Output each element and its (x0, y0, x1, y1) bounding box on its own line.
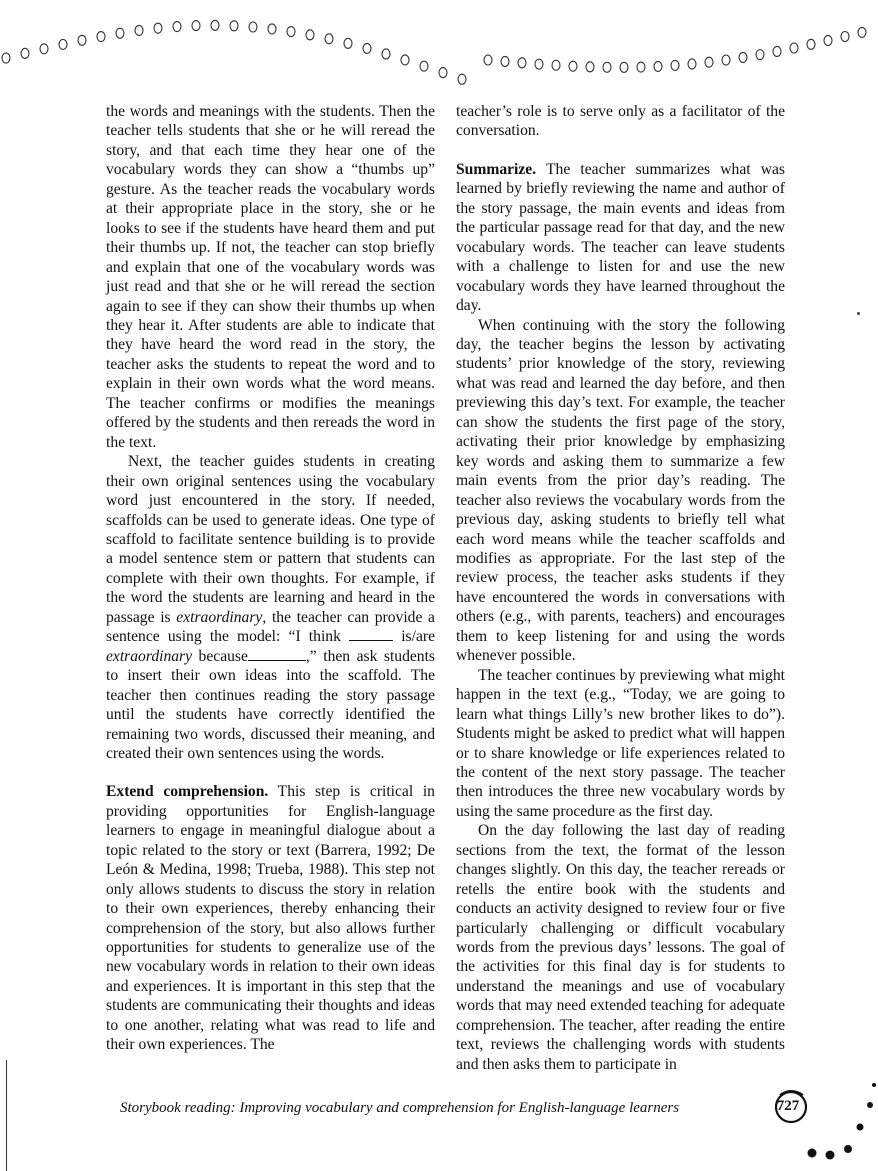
scan-speck (857, 312, 860, 315)
border-circle (420, 61, 428, 71)
border-circle (654, 61, 662, 71)
right-paragraph-0: teacher’s role is to serve only as a facilitator of the conversation. (456, 103, 785, 140)
left-paragraph-2: Next, the teacher guides students in creating their own original sentences using the vocabulary word just encountered in the story. If needed, scaffolds can be used to generate ideas. One type of scaffold to facilitate sentence building is to provide a model sentence stem or pattern that students can complete with their own thoughts. For example, if the word the students are learning and heard in the passage is extraordinary, the teacher can provide a sentence using the model: “I think is/are extraordinary because ,” then ask students to insert their own ideas into the scaffold. The teacher then continues reading the story passage until the students have correctly identified the remaining two words, discussed their meaning, and created their own sentences using the words. (106, 453, 435, 762)
border-circle (97, 32, 105, 42)
border-circle (739, 52, 747, 62)
border-circle (59, 39, 67, 49)
border-circle (287, 27, 295, 37)
border-circle (705, 57, 713, 67)
border-circle (135, 25, 143, 35)
border-circle (21, 48, 29, 58)
border-circle (211, 20, 219, 30)
border-circle (192, 21, 200, 31)
left-column (106, 102, 435, 1055)
border-circle (40, 44, 48, 54)
border-circle (586, 62, 594, 72)
border-circle (458, 74, 466, 84)
border-circle (382, 49, 390, 59)
border-circle (535, 59, 543, 69)
border-circle (325, 34, 333, 44)
border-circle (671, 60, 679, 70)
border-circle (154, 23, 162, 33)
border-circle (603, 62, 611, 72)
border-circle (518, 58, 526, 68)
border-circle (637, 62, 645, 72)
page-number: 727 (776, 1098, 800, 1114)
border-circle (344, 38, 352, 48)
border-circle (501, 56, 509, 66)
border-circle (620, 62, 628, 72)
border-circle (688, 59, 696, 69)
border-circle (552, 60, 560, 70)
border-circle (807, 39, 815, 49)
decorative-corner-dots-icon (790, 1075, 878, 1171)
right-column (456, 102, 785, 1074)
border-circle (756, 50, 764, 60)
border-circle (790, 43, 798, 53)
border-circle (230, 21, 238, 31)
border-circle (484, 55, 492, 65)
border-circle (841, 31, 849, 41)
border-circle (363, 43, 371, 53)
border-circle (569, 61, 577, 71)
summarize-heading: Summarize. (456, 160, 537, 178)
extend-comprehension-heading: Extend comprehension. (106, 783, 269, 801)
border-circle (824, 35, 832, 45)
left-margin-rule (6, 1060, 7, 1171)
border-circle (2, 53, 10, 63)
border-circle (268, 24, 276, 34)
left-paragraph-1: the words and meanings with the students. Then the teacher tells students that she or he will reread the story, and that each time they hear one of the vocabulary words they can show a “thumbs up” gesture. As the teacher reads the vocabulary words at their appropriate place in the story, she or he looks to see if the students have heard them and put their thumbs up. If not, the teacher can stop briefly and explain that one of the vocabulary words was just read and that she or he will reread the section again to see if they can show their thumbs up when they hear it. After students are able to indicate that they have heard the word read in the story, the teacher asks the students to repeat the word and to explain in their own words what the word means. The teacher confirms or modifies the meanings offered by the students and then rereads the word in the text. (106, 103, 435, 451)
right-paragraph-2: When continuing with the story the following day, the teacher begins the lesson by activating students’ prior knowledge of the story, reviewing what was read and learned the day before, and then previewing this day’s text. For example, the teacher can show the students the first page of the story, activating their prior knowledge by emphasizing key words and asking them to summarize a few main events from the prior day’s reading. The teacher also reviews the vocabulary words from the previous day, asking students to briefly tell what each word means while the teacher scaffolds and modifies as appropriate. For the last step of the review process, the teacher asks students if they have encountered the words in conversations with others (e.g., with parents, teachers) and encourages them to keep listening for and using the words whenever possible. (456, 316, 785, 665)
border-circle (722, 55, 730, 65)
right-paragraph-4: On the day following the last day of reading sections from the text, the format of the lesson changes slightly. On this day, the teacher rereads or retells the entire book with the students and conducts an activity designed to review four or five particularly challenging or difficult vocabulary words from the previous days’ lessons. The goal of the activities for this final day is for students to understand the meanings and use of vocabulary words that may need extended teaching for adequate comprehension. The teacher, after reading the entire text, reviews the challenging words with students and then asks them to participate in (456, 822, 785, 1073)
extend-comprehension-paragraph: Extend comprehension. This step is critical in providing opportunities for English-language learners to engage in meaningful dialogue about a topic related to the story or text (Barrera, 1992; De León & Medina, 1998; Trueba, 1988). This step not only allows students to discuss the story in relation to their own experiences, thereby enhancing their comprehension of the story, but also allows further opportunities for students to generalize use of the new vocabulary words in relation to their own ideas and experiences. It is important in this step that the students are communicating their thoughts and ideas to one another, relating what was read to life and their own experiences. The (106, 783, 435, 1054)
border-circle (773, 46, 781, 56)
running-footer-title: Storybook reading: Improving vocabulary and comprehension for English-language learners (120, 1100, 680, 1116)
right-paragraph-3: The teacher continues by previewing what might happen in the text (e.g., “Today, we are going to learn what things Lilly’s new brother likes to do”). Students might be asked to predict what will happen or to share knowledge or life experiences related to the content of the next story passage. The teacher then introduces the three new vocabulary words by using the same procedure as the first day. (456, 666, 785, 820)
border-circle (858, 27, 866, 37)
border-circle (306, 30, 314, 40)
border-circle (439, 68, 447, 78)
decorative-circle-border (0, 0, 878, 100)
summarize-paragraph: Summarize. The teacher summarizes what was learned by briefly reviewing the name and author of the story passage, the main events and ideas from the particular passage read for that day, and the new vocabulary words. The teacher can leave students with a challenge to listen for and use the new vocabulary words they have learned throughout the day. (456, 160, 785, 315)
border-circle (173, 22, 181, 32)
border-circle (78, 35, 86, 45)
border-circle (401, 55, 409, 65)
border-circle (116, 28, 124, 38)
border-circle (249, 22, 257, 32)
